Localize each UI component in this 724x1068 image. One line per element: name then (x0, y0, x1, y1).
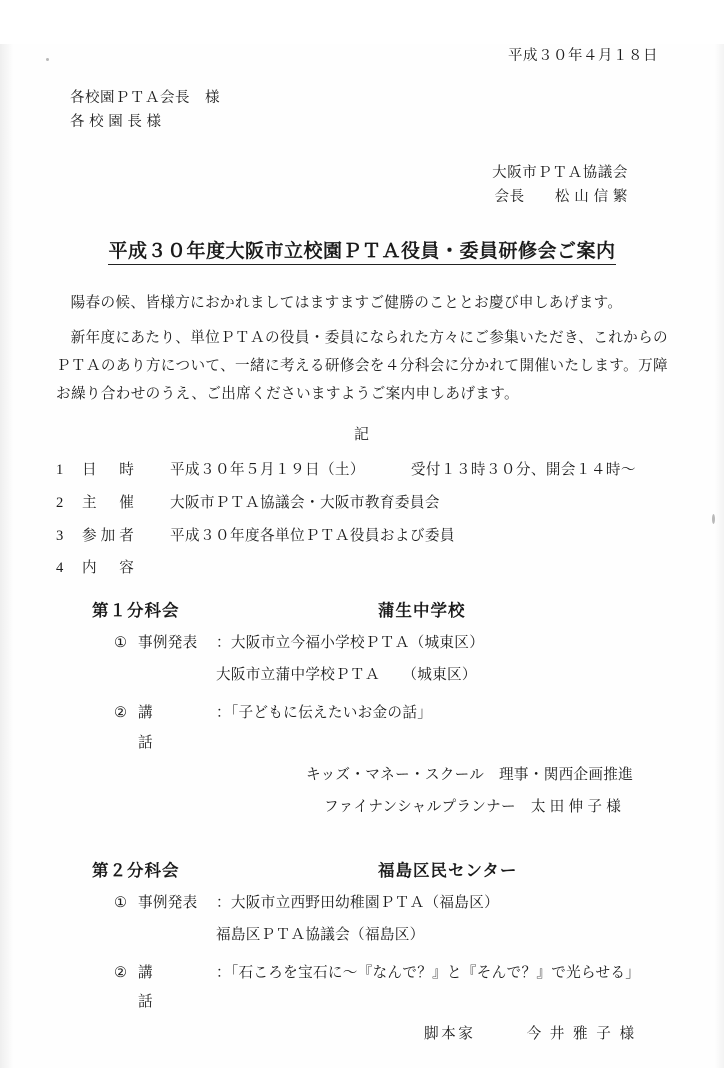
item-value: 平成３０年度各単位ＰＴＡ役員および委員 (170, 527, 455, 544)
addressee-line: 各 校 園 長 様 (70, 113, 162, 130)
section-name: 第２分科会 (92, 860, 180, 880)
document-date: 平成３０年４月１８日 (508, 48, 658, 64)
ki-marker: 記 (353, 426, 370, 443)
entry-marker: ① (114, 635, 128, 652)
section-header (56, 597, 668, 621)
item-label: 日 時 (82, 461, 138, 478)
entry-text: ：大阪市立西野田幼稚園ＰＴＡ（福島区） (216, 894, 499, 911)
entry-text: ：大阪市立今福小学校ＰＴＡ（城東区） (216, 635, 485, 652)
section-entry (56, 699, 668, 759)
page-title-wrap (56, 210, 668, 265)
entry-subline: キッズ・マネー・スクール 理事・関西企画推進 (306, 766, 634, 783)
entry-text: ：「子どもに伝えたいお金の話」 (216, 705, 433, 722)
section-entry (56, 959, 668, 1019)
item-value: 平成３０年５月１９日（土） 受付１３時３０分、開会１４時〜 (170, 461, 636, 478)
section-name: 第１分科会 (92, 601, 180, 621)
sender-organization: 大阪市ＰＴＡ協議会 (492, 164, 628, 181)
item-value: 大阪市ＰＴＡ協議会・大阪市教育委員会 (170, 494, 440, 511)
sender-person: 会長 松 山 信 繁 (494, 189, 628, 206)
addressee-block (56, 87, 668, 135)
section-venue: 蒲生中学校 (378, 601, 466, 621)
entry-kind: 事例発表 (138, 635, 198, 652)
item-list (56, 454, 668, 585)
entry-kind: 講 話 (138, 964, 212, 1011)
item-number: 1 (56, 461, 64, 478)
entry-marker: ② (114, 705, 128, 722)
item-number: 3 (56, 527, 64, 544)
item-label: 主 催 (82, 494, 138, 511)
entry-kind: 事例発表 (138, 894, 198, 911)
item-label: 内 容 (82, 560, 138, 577)
section-entry (56, 629, 668, 659)
paragraph-greeting: 陽春の候、皆様方におかれましてはますますご健勝のこととお慶び申しあげます。 (70, 295, 623, 312)
item-row (56, 520, 668, 553)
item-number: 4 (56, 560, 64, 577)
section-venue: 福島区民センター (378, 860, 518, 880)
item-label: 参加者 (82, 527, 138, 544)
entry-subline: ファイナンシャルプランナー 太 田 伸 子 様 (324, 798, 622, 815)
section-2 (56, 857, 668, 1051)
entry-subline: 脚本家 今 井 雅 子 様 (424, 1026, 637, 1043)
entry-subline: 福島区ＰＴＡ協議会（福島区） (216, 926, 425, 943)
section-entry (56, 889, 668, 919)
entry-marker: ① (114, 894, 128, 911)
item-row (56, 487, 668, 520)
section-1 (56, 597, 668, 822)
entry-kind: 講 話 (138, 705, 212, 751)
document-page (0, 44, 724, 1068)
paragraph-body: 新年度にあたり、単位ＰＴＡの役員・委員になられた方々にご参集いただき、これからのＰＴＡのあり方について、一緒に考える研修会を４分科会に分かれて開催いたします。万障お繰り合わせのうえ、ご出席くださいますようご案内申しあげます。 (56, 329, 668, 403)
sender-block (56, 161, 668, 210)
item-number: 2 (56, 494, 64, 511)
entry-marker: ② (114, 964, 128, 981)
item-row (56, 552, 668, 585)
addressee-line: 各校園ＰＴＡ会長 様 (70, 90, 220, 106)
page-title: 平成３０年度大阪市立校園ＰＴＡ役員・委員研修会ご案内 (108, 236, 615, 265)
entry-text: ：「石ころを宝石に〜『なんで？』と『そんで？』で光らせる」 (216, 964, 641, 981)
entry-subline: 大阪市立蒲中学校ＰＴＡ （城東区） (216, 667, 477, 684)
document-body (0, 44, 724, 1050)
section-header (56, 857, 668, 881)
item-row (56, 454, 668, 487)
